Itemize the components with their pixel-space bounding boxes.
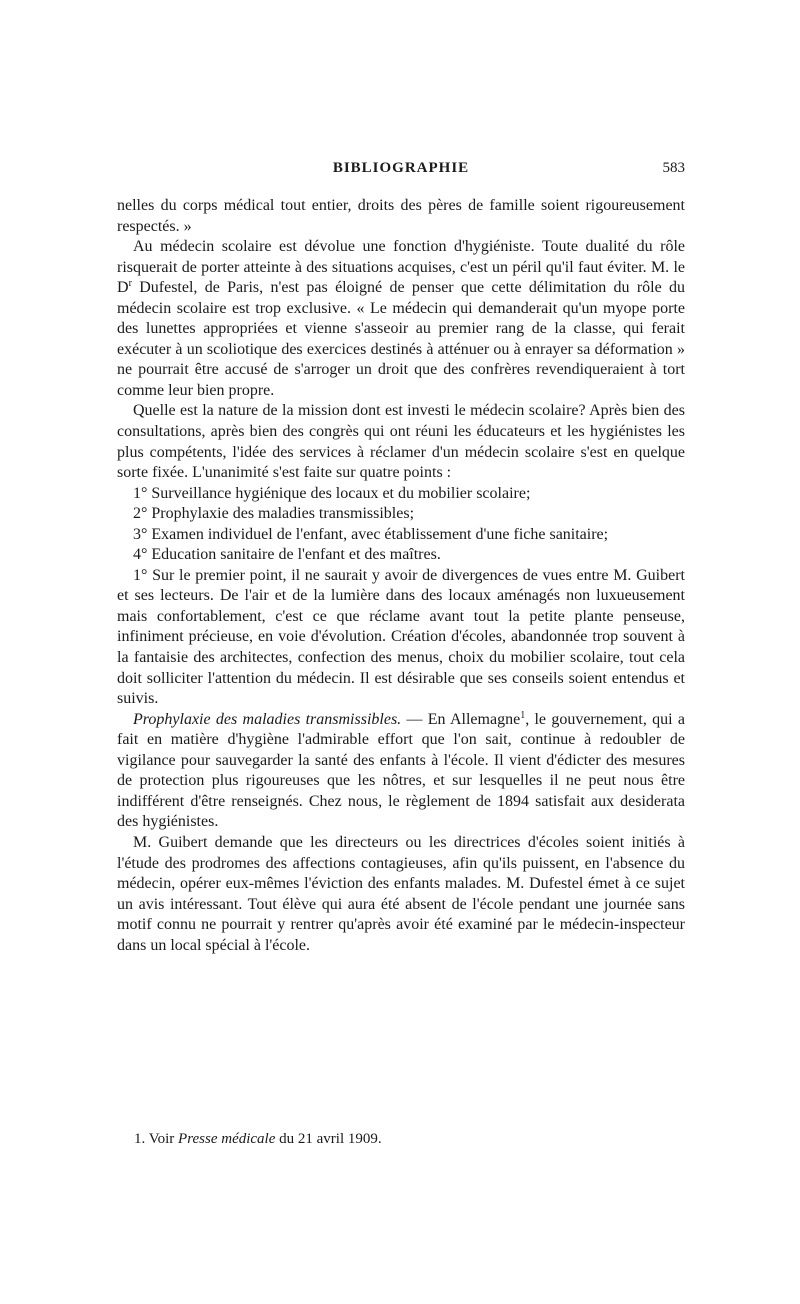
footnote-number: 1.: [134, 1131, 146, 1147]
footnote-text: du 21 avril 1909.: [275, 1131, 382, 1147]
list-item: 4° Education sanitaire de l'enfant et des maîtres.: [133, 546, 441, 564]
paragraph-text: Dufestel, de Paris, n'est pas éloigné de penser que cette délimitation du rôle du médecin scolaire est trop exclusive. « Le médecin qui demanderait qu'un myope porte des lunettes appropriées et vienne s'asseoir au premier rang de la classe, qui ferait exécuter à un scoliotique des exercices destinés à atténuer ou à enrayer sa déformation » ne pourrait être accusé de s'arroger un droit que des confrères revendiqueraient à tort comme leur bien propre.: [117, 279, 685, 399]
paragraph: [117, 710, 685, 833]
paragraph-text: Au médecin scolaire est dévolue une fonction d'hygiéniste. Toute dualité du rôle risquerait de porter atteinte à des situations acquises, c'est un péril qu'il faut éviter. M. le D: [117, 238, 685, 297]
footnote: [134, 1129, 694, 1149]
paragraph: 1° Sur le premier point, il ne saurait y avoir de divergences de vues entre M. Guibert et ses lecteurs. De l'air et de la lumière dans des locaux aménagés non luxueusement mais confortablement, c'est ce que réclame avant tout la petite plante penseuse, infiniment précieuse, en voie d'évolution. Création d'écoles, abandonnée trop souvent à la fantaisie des architectes, confection des menus, choix du mobilier scolaire, tout cela doit solliciter l'attention du médecin. Il est désirable que ses conseils soient entendus et suivis.: [117, 566, 685, 708]
page-number: 583: [662, 160, 685, 176]
paragraph-text: , le gouvernement, qui a fait en matière d'hygiène l'admirable effort que l'on sait, continue à redoubler de vigilance pour sauvegarder la santé des enfants à l'école. Il vient d'édicter des mesures de protection plus rigoureuses que les nôtres, et sur lesquelles il ne peut nous être indifférent d'être renseignés. Chez nous, le règlement de 1894 satisfait aux desiderata des hygiénistes.: [117, 710, 686, 831]
paragraph-text: — En Allemagne: [401, 710, 521, 728]
paragraph: M. Guibert demande que les directeurs ou les directrices d'écoles soient initiés à l'étude des prodromes des affections contagieuses, afin qu'ils puissent, en l'absence du médecin, opérer eux-mêmes l'éviction des enfants malades. M. Dufestel émet à ce sujet un avis intéressant. Tout élève qui aura été absent de l'école pendant une journée sans motif connu ne pourrait y rentrer qu'après avoir été examiné par le médecin-inspecteur dans un local spécial à l'école.: [117, 833, 685, 954]
footnote-text: Voir: [145, 1131, 179, 1147]
list-item: 1° Surveillance hygiénique des locaux et du mobilier scolaire;: [133, 484, 531, 502]
footnote-ref: 1: [520, 709, 526, 721]
page-header: [117, 160, 685, 184]
paragraph: [117, 237, 685, 401]
paragraph: nelles du corps médical tout entier, droits des pères de famille soient rigoureusement respectés. »: [117, 197, 685, 235]
running-title: BIBLIOGRAPHIE: [332, 160, 470, 176]
body-text: [117, 196, 685, 956]
paragraph: Quelle est la nature de la mission dont est investi le médecin scolaire? Après bien des consultations, après bien des congrès qui ont réuni les éducateurs et les hygiénistes les plus compétents, l'idée des services à réclamer d'un médecin scolaire s'est en quelque sorte fixée. L'unanimité s'est faite sur quatre points :: [117, 402, 685, 482]
footnote-title: Presse médicale: [178, 1131, 276, 1147]
list-item: 2° Prophylaxie des maladies transmissibles;: [133, 505, 415, 523]
superscript: r: [128, 278, 132, 290]
section-heading: Prophylaxie des maladies transmissibles.: [133, 710, 402, 728]
list-item: 3° Examen individuel de l'enfant, avec établissement d'une fiche sanitaire;: [133, 525, 609, 543]
